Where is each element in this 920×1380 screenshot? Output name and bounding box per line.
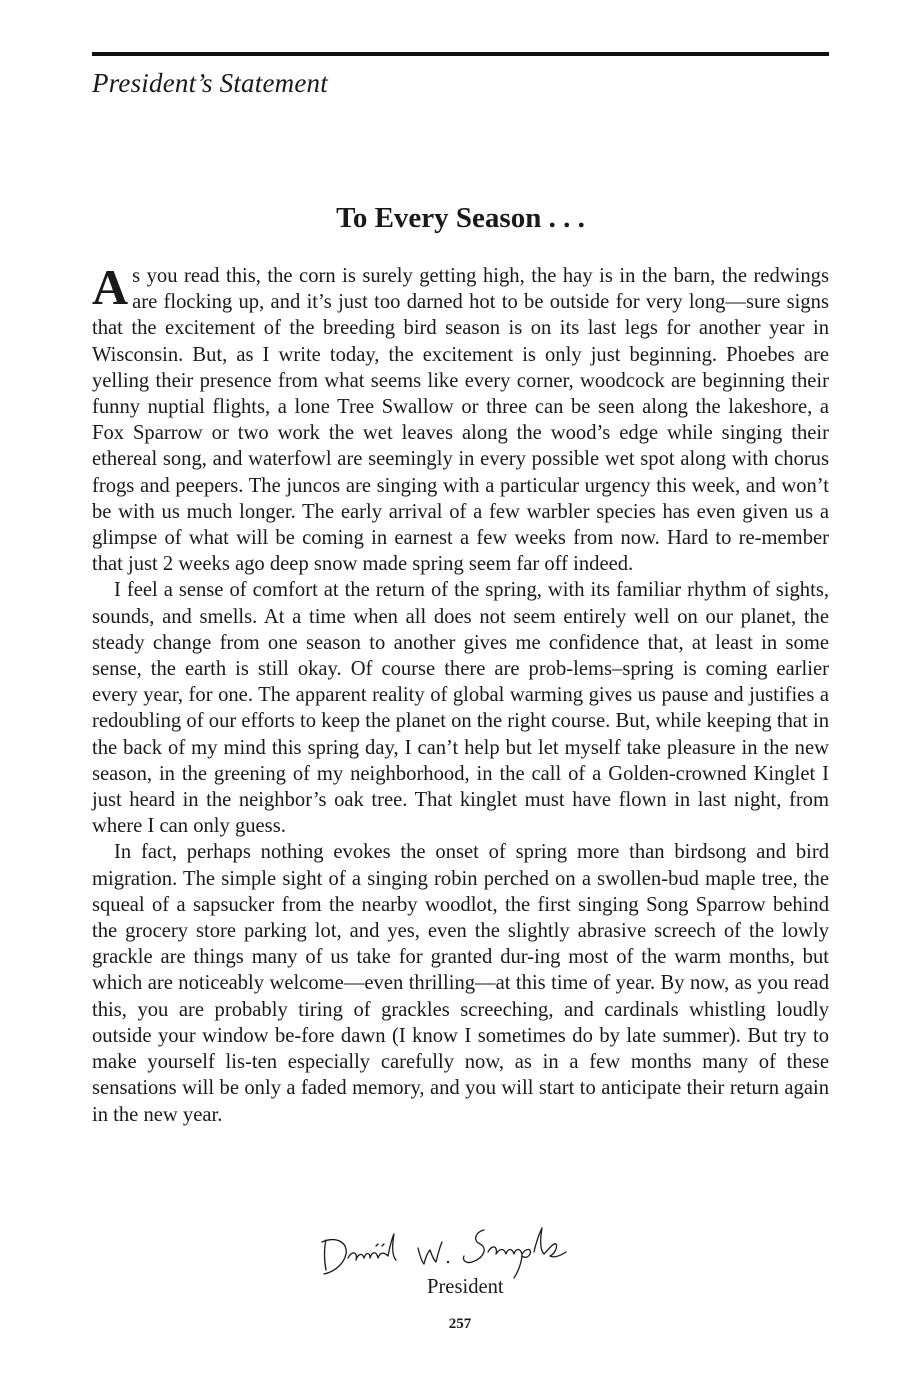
paragraph-3: In fact, perhaps nothing evokes the onset of spring more than birdsong and bird migration. The simple sight of a singing robin perched on a swollen-bud maple tree, the squeal of a sapsucker from the nearby woodlot, the first singing Song Sparrow behind the grocery store parking lot, and yes, even the slightly abrasive screech of the lowly grackle are things many of us take for granted dur-ing most of the warm months, but which are noticeably welcome—even thrilling—at this time of year. By now, as you read this, you are probably tiring of grackles screeching, and cardinals whistling loudly outside your window be-fore dawn (I know I sometimes do by late summer). But try to make yourself lis-ten especially carefully now, as in a few months many of these sensations will be only a faded memory, and you will start to anticipate their return again in the new year. <box>92 841 829 1126</box>
paragraph-1 <box>92 259 829 577</box>
top-rule <box>92 52 829 56</box>
article-body <box>92 259 829 1128</box>
section-heading: President’s Statement <box>92 68 328 98</box>
handwritten-signature <box>318 1222 618 1282</box>
page-number: 257 <box>448 1316 472 1332</box>
drop-cap: A <box>92 259 129 315</box>
article-title: To Every Season . . . <box>336 202 585 234</box>
signer-role: President <box>427 1276 504 1298</box>
paragraph-2: I feel a sense of comfort at the return of the spring, with its familiar rhythm of sights, sounds, and smells. At a time when all does not seem entirely well on our planet, the steady change from one season to another gives me confidence that, at least in some sense, the earth is still okay. Of course there are prob-lems–spring is coming earlier every year, for one. The apparent reality of global warming gives us pause and justifies a redoubling of our efforts to keep the planet on the right course. But, while keeping that in the back of my mind this spring day, I can’t help but let myself take pleasure in the new season, in the greening of my neighborhood, in the call of a Golden-crowned Kinglet I just heard in the neighbor’s oak tree. That kinglet must have flown in last night, from where I can only guess. <box>92 579 829 838</box>
paragraph-1-text: s you read this, the corn is surely getting high, the hay is in the barn, the redwings are flocking up, and it’s just too darned hot to be outside for very long—sure signs that the excitement of the breeding bird season is on its last legs for another year in Wisconsin. But, as I write today, the excitement is only just beginning. Phoebes are yelling their presence from what seems like every corner, woodcock are beginning their funny nuptial flights, a lone Tree Swallow or three can be seen along the lakeshore, a Fox Sparrow or two work the wet leaves along the wood’s edge while singing their ethereal song, and waterfowl are seemingly in every possible wet spot along with chorus frogs and peepers. The juncos are singing with a particular urgency this week, and won’t be with us much longer. The early arrival of a few warbler species has even given us a glimpse of what will be coming in earnest a few weeks from now. Hard to re-member that just 2 weeks ago deep snow made spring seem far off indeed. <box>92 265 829 576</box>
